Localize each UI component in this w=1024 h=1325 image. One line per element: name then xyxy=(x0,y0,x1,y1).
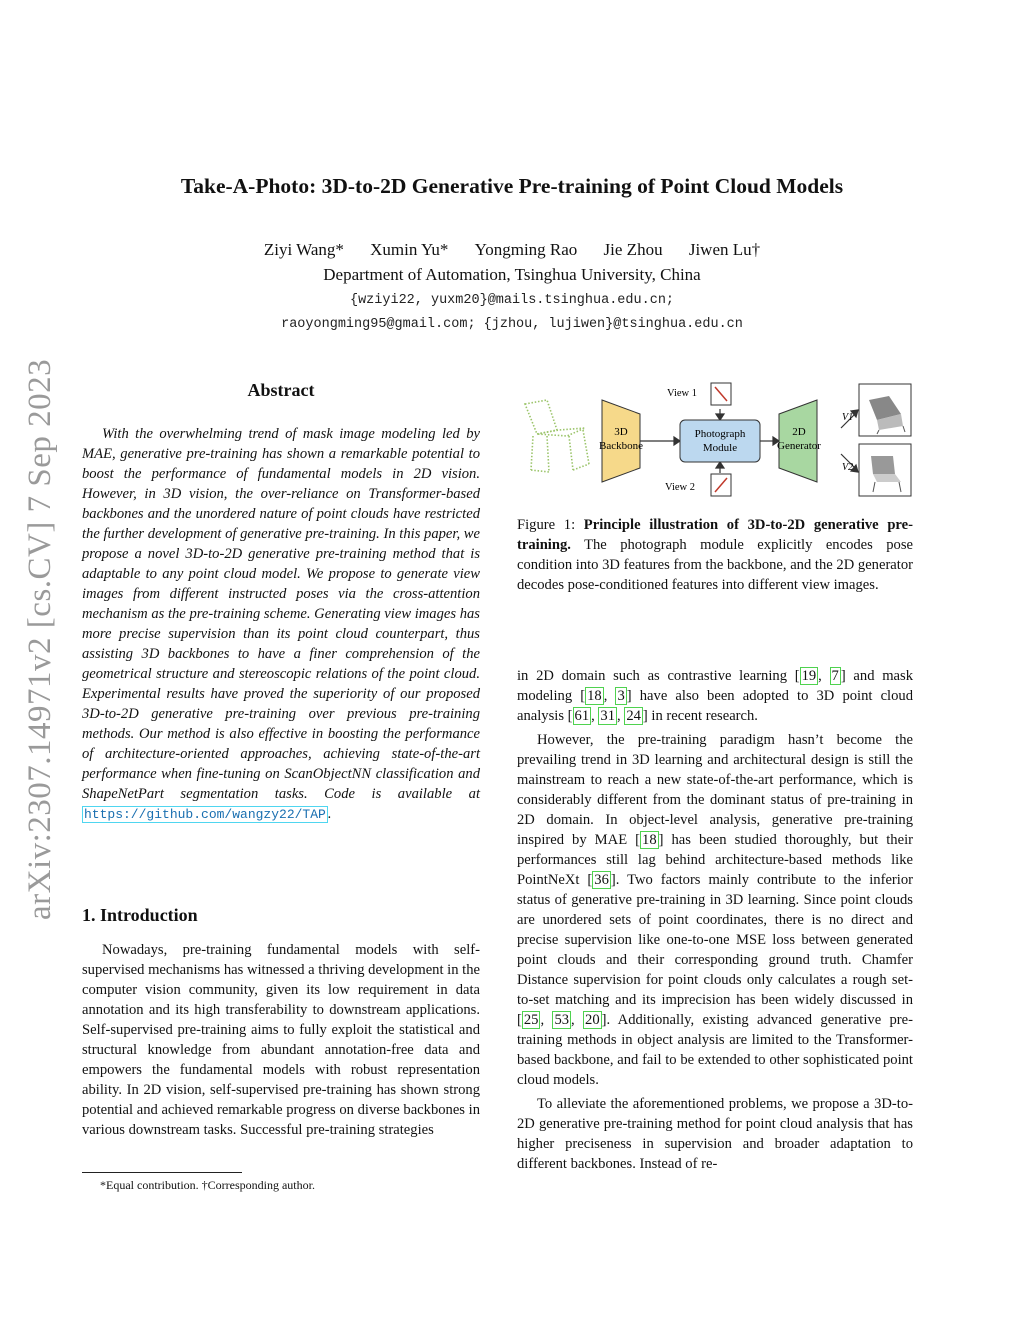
text-run: ] and mask modeling [ xyxy=(517,668,914,704)
module-label-1: Photograph xyxy=(694,428,746,440)
email-line-2: raoyongming95@gmail.com; {jzhou, lujiwen}@tsinghua.edu.cn xyxy=(281,317,743,332)
footnote: *Equal contribution. †Corresponding author. xyxy=(100,1178,315,1192)
text-run: in 2D domain such as contrastive learning [ xyxy=(517,668,800,684)
author: Ziyi Wang* xyxy=(263,240,344,259)
abstract-text: With the overwhelming trend of mask image modeling led by MAE, generative pre-training has shown a remarkable potential to boost the performance of fundamental models in 2D vision. However, in 3D vision, the over-reliance on Transformer-based backbones and the unordered nature of point clouds have restricted the further development of generative pre-training. In this paper, we propose a novel 3D-to-2D generative pre-training method that is adaptable to any point cloud model. We propose to generate view images from different instructed poses via the cross-attention mechanism as the pre-training scheme. Generating view images has more precise supervision than its point cloud counterpart, thus assisting 3D backbones to have a finer comprehension of the geometrical structure and stereoscopic relations of the point cloud. Experimental results have proved the superiority of our proposed 3D-to-2D generative pre-training over previous pre-training methods. Our method is also effective in boosting the performance of architecture-oriented approaches, achieving state-of-the-art performance when fine-tuning on ScanObjectNN classification and ShapeNetPart segmentation tasks. Code is available at xyxy=(82,426,480,802)
section-heading-introduction: 1. Introduction xyxy=(82,905,198,925)
citation-link[interactable]: 31 xyxy=(600,708,616,724)
citation-link[interactable]: 3 xyxy=(617,688,625,704)
email-line-1: {wziyi22, yuxm20}@mails.tsinghua.edu.cn; xyxy=(349,293,675,308)
backbone-label-2: Backbone xyxy=(599,440,643,452)
point-cloud-chair xyxy=(525,400,589,472)
citation-link[interactable]: 7 xyxy=(831,668,839,684)
abstract-end: . xyxy=(327,806,332,822)
view-image-2 xyxy=(859,444,911,496)
citation-link[interactable]: 61 xyxy=(574,708,590,724)
author: Yongming Rao xyxy=(474,240,578,259)
figure-1-diagram xyxy=(517,378,917,503)
abstract-heading: Abstract xyxy=(247,380,315,400)
right-paragraph-3: To alleviate the aforementioned problems, we propose a 3D-to-2D generative pre-training method for point cloud analysis that has higher preciseness in supervision and broader adaptation to different backbones. Instead of re- xyxy=(517,1096,913,1172)
figure-1-caption xyxy=(517,515,913,595)
text-run: ]. Two factors mainly contribute to the inferior status of generative pre-training in 3D learning. Since point clouds are unordered sets of point coordinates, there is no direct and precise supervision like one-to-one MSE loss between generated point clouds and their corresponding ground truth. Chamfer Distance supervision for point clouds only calculates a rough set-to-set matching and its imprecision has been widely discussed in [ xyxy=(517,872,913,1028)
text-run: ] has been studied thoroughly, but their performances still lag behind architecture-based methods like PointNeXt [ xyxy=(517,832,913,888)
caption-text: The photograph module explicitly encodes pose condition into 3D features from the backbone, and the 2D generator decodes pose-conditioned features into different view images. xyxy=(517,537,914,593)
photograph-module-block xyxy=(680,420,760,462)
citation-link[interactable]: 25 xyxy=(523,1012,539,1028)
right-column-body xyxy=(517,666,913,1174)
module-label-2: Module xyxy=(702,442,738,454)
code-link[interactable]: https://github.com/wangzy22/TAP xyxy=(84,807,326,822)
text-run: ] in recent research. xyxy=(642,708,758,724)
view-1-label: View 1 xyxy=(667,388,697,399)
citation-link[interactable]: 20 xyxy=(585,1012,600,1028)
author: Jiwen Lu† xyxy=(688,240,761,259)
view-2-label: View 2 xyxy=(665,482,695,493)
view-image-1 xyxy=(859,384,911,436)
right-paragraph-2: However, the pre-training paradigm hasn’t become the prevailing trend in 3D learning and architectural design is still the mainstream to reach a new state-of-the-art performance, which is considerably different from the dominant status of pre-training in 2D domain. In object-level analysis, generative pre-training inspired by MAE [ 18 ] has been studied thoroughly, but their performances still lag behind architecture-based methods like PointNeXt [ 36 ]. Two factors mainly contribute to the inferior status of generative pre-training in 3D learning. Since point clouds are unordered sets of point coordinates, there is no direct and precise supervision like one-to-one MSE loss between generated point clouds and their corresponding ground truth. Chamfer Distance supervision for point clouds only calculates a rough set-to-set matching and its imprecision has been widely discussed in [ 25 , 53 , 20 ]. Additionally, existing advanced generative pre-training methods in object analysis are limited to the Transformer-based backbone, and fail to be extended to other sophisticated point cloud models. xyxy=(517,732,914,1088)
text-run: ] have also been adopted to 3D point cloud analysis [ xyxy=(517,688,914,724)
affiliation: Department of Automation, Tsinghua University, China xyxy=(323,265,701,284)
citation-link[interactable]: 18 xyxy=(642,832,657,848)
citation-link[interactable]: 53 xyxy=(554,1012,570,1028)
citation-link[interactable]: 19 xyxy=(801,668,817,684)
right-paragraph-1: in 2D domain such as contrastive learning [ 19 , 7 ] and mask modeling [ 18 , 3 ] have also been adopted to 3D point cloud analysis [ 61 , 31 , 24 ] in recent research. xyxy=(517,668,914,724)
paper-title: Take-A-Photo: 3D-to-2D Generative Pre-training of Point Cloud Models xyxy=(180,174,844,198)
caption-label: Figure 1: xyxy=(517,517,576,533)
abstract-body xyxy=(82,424,480,825)
footnote-rule xyxy=(82,1172,242,1173)
citation-link[interactable]: 36 xyxy=(594,872,609,888)
citation-link[interactable]: 18 xyxy=(587,688,602,704)
intro-paragraph: Nowadays, pre-training fundamental models with self-supervised mechanisms has witnessed a thriving development in the computer vision community, given its low requirement in data annotation and its high transferability to downstream applications. Self-supervised pre-training aims to fully exploit the statistical and structural knowledge from abundant annotation-free data and empowers the fundamental models with robust representation ability. In 2D vision, self-supervised pre-training has shown strong potential and achieved remarkable progress on diverse backbones in various downstream tasks. Successful pre-training strategies xyxy=(82,942,481,1138)
generator-label-1: 2D xyxy=(792,426,806,438)
author: Jie Zhou xyxy=(603,240,663,259)
citation-link[interactable]: 24 xyxy=(626,708,641,724)
author-list xyxy=(0,240,1024,260)
arxiv-stamp[interactable]: arXiv:2307.14971v2 [cs.CV] 7 Sep 2023 xyxy=(22,358,58,920)
v1-label: V1 xyxy=(842,412,854,423)
caption-bold: Principle illustration of 3D-to-2D generative pre-training. xyxy=(517,517,913,553)
text-run: ]. Additionally, existing advanced generative pre-training methods in object analysis are limited to the Transformer-based backbone, and fail to be extended to other sophisticated point cloud models. xyxy=(517,1012,914,1088)
generator-label-2: Generator xyxy=(777,440,821,452)
author: Xumin Yu* xyxy=(370,240,449,259)
v2-label: V2 xyxy=(842,462,854,473)
text-run: However, the pre-training paradigm hasn’t become the prevailing trend in 3D learning and architectural design is still the mainstream to reach a new state-of-the-art performance, which is considerably different from the dominant status of pre-training in 2D domain. In object-level analysis, generative pre-training inspired by MAE [ xyxy=(517,732,913,848)
backbone-label-1: 3D xyxy=(614,426,628,438)
